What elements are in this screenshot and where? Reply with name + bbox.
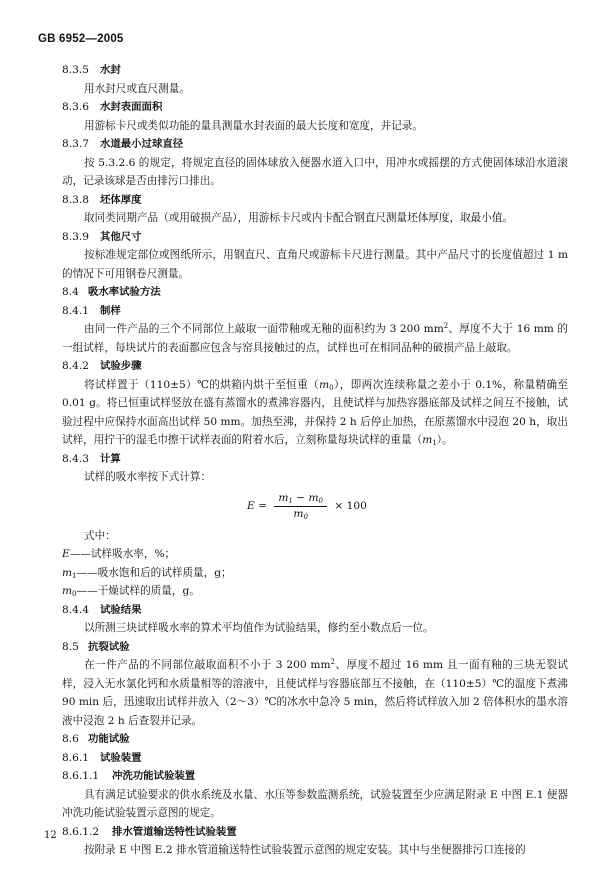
section-8-3-5-text: 用水封尺或直尺测量。 (84, 82, 190, 95)
section-8-6-1-2-heading: 8.6.1.2 排水管道输送特性试验装置 (62, 825, 237, 838)
section-8-3-7-text: 按 5.3.2.6 的规定，将规定直径的固体球放入便器水道入口中，用冲水或摇摆的方式使固体球沿水道滚动，记录该球是否由排污口排出。 (62, 156, 568, 187)
section-8-6-1-1-text: 具有满足试验要求的供水系统及水量、水压等参数监测系统，试验装置至少应满足附录 E 中图 E.1 便器冲洗功能试验装置示意图的规定。 (62, 788, 568, 819)
section-8-4-heading: 8.4 吸水率试验方法 (62, 286, 161, 298)
section-8-4-3-intro: 试样的吸水率按下式计算： (84, 471, 212, 483)
formula-where-label: 式中： (84, 529, 116, 542)
standard-code: GB 6952—2005 (38, 33, 124, 45)
formula-def-m0: $m_0——$干燥试样的质量，g。 (62, 585, 200, 598)
section-8-3-9-text: 按标准规定部位或图纸所示，用钢直尺、直角尺或游标卡尺进行测量。其中产品尺寸的长度值超过 1 m 的情况下可用钢卷尺测量。 (62, 249, 568, 280)
formula-rhs: × 100 (334, 499, 367, 512)
formula-fraction (274, 491, 327, 522)
section-8-6-1-heading: 8.6.1 试验装置 (62, 751, 142, 764)
section-8-5-heading: 8.5 抗裂试验 (62, 640, 130, 653)
section-8-4-2-text: 将试样置于（110±5）℃的烘箱内烘干至恒重$(m_0)$，即两次连续称量之差小于 0.1%，称量精确至 0.01 g。将已恒重试样竖放在盛有蒸馏水的煮沸容器内，且使试样与加热容器底部及试样之间互不接触，试验过程中应保持水面高出试样 50 mm。加热至沸，并保持 2 h 后停止加热，在原蒸馏水中浸泡 20 h，取出试样，用拧干的湿毛巾擦干试样表面的附着水后，立刻称量每块试样的重量$(m_1)$。 (62, 378, 569, 447)
formula-def-e: E——试样吸水率，%； (62, 548, 176, 560)
section-8-4-2-heading: 8.4.2 试验步骤 (62, 360, 142, 372)
section-8-3-5-heading: 8.3.5 水封 (62, 64, 121, 76)
section-8-6-heading: 8.6 功能试验 (62, 733, 130, 745)
formula-def-m1: $m_1——$吸水饱和后的试样质量，g； (62, 566, 232, 580)
section-8-4-1-heading: 8.4.1 制样 (62, 304, 121, 317)
section-8-3-8-heading: 8.3.8 坯体厚度 (62, 193, 142, 206)
section-8-5-text: 在一件产品的不同部位敲取面积不小于 3 200 $mm^2$、厚度不超过 16 mm 且一面有釉的三块无裂试样，浸入无水氯化钙和水质量相等的溶液中，且使试样与容器底部互不接触，在（110±5）℃的温度下煮沸 90 min 后，迅速取出试样并放入（2～3）℃的冰水中急冷 5 min，然后将试样放入加 2 倍体积水的墨水溶液中浸泡 2 h 后查裂并记录。 (62, 658, 569, 727)
section-8-3-8-text: 取同类同期产品（或用破损产品），用游标卡尺或内卡配合钢直尺测量坯体厚度，取最小值。 (84, 212, 514, 224)
section-8-3-6-text: 用游标卡尺或类似功能的量具测量水封表面的最大长度和宽度，并记录。 (84, 119, 423, 132)
page-body (62, 61, 568, 860)
water-absorption-formula (62, 489, 568, 523)
formula-denominator: $m_0$ (293, 507, 308, 521)
section-8-6-1-1-heading: 8.6.1.1 冲洗功能试验装置 (62, 770, 196, 782)
section-8-3-9-heading: 8.3.9 其他尺寸 (62, 230, 142, 243)
section-8-6-1-2-text: 按附录 E 中图 E.2 排水管道输送特性试验装置示意图的规定安装。其中与坐便器排污口连接的 (84, 844, 526, 856)
section-8-4-4-heading: 8.4.4 试验结果 (62, 603, 142, 616)
section-8-3-6-heading: 8.3.6 水封表面面积 (62, 101, 163, 113)
formula-lhs: E = (247, 499, 267, 512)
section-8-4-3-heading: 8.4.3 计算 (62, 452, 121, 465)
formula-numerator: $m_1 - m_0$ (274, 491, 327, 507)
section-8-4-1-text: 由同一件产品的三个不同部位上敲取一面带釉或无釉的面积约为 3 200 $mm^2$、厚度不大于 16 mm 的一组试样，每块试片的表面都应包含与窑具接触过的点，试样也可在相同品种的破损产品上敲取。 (62, 322, 568, 354)
section-8-3-7-heading: 8.3.7 水道最小过球直径 (62, 138, 184, 150)
section-8-4-4-text: 以所测三块试样吸水率的算术平均值作为试验结果，修约至小数点后一位。 (84, 622, 434, 634)
page-number: 12 (44, 830, 57, 841)
